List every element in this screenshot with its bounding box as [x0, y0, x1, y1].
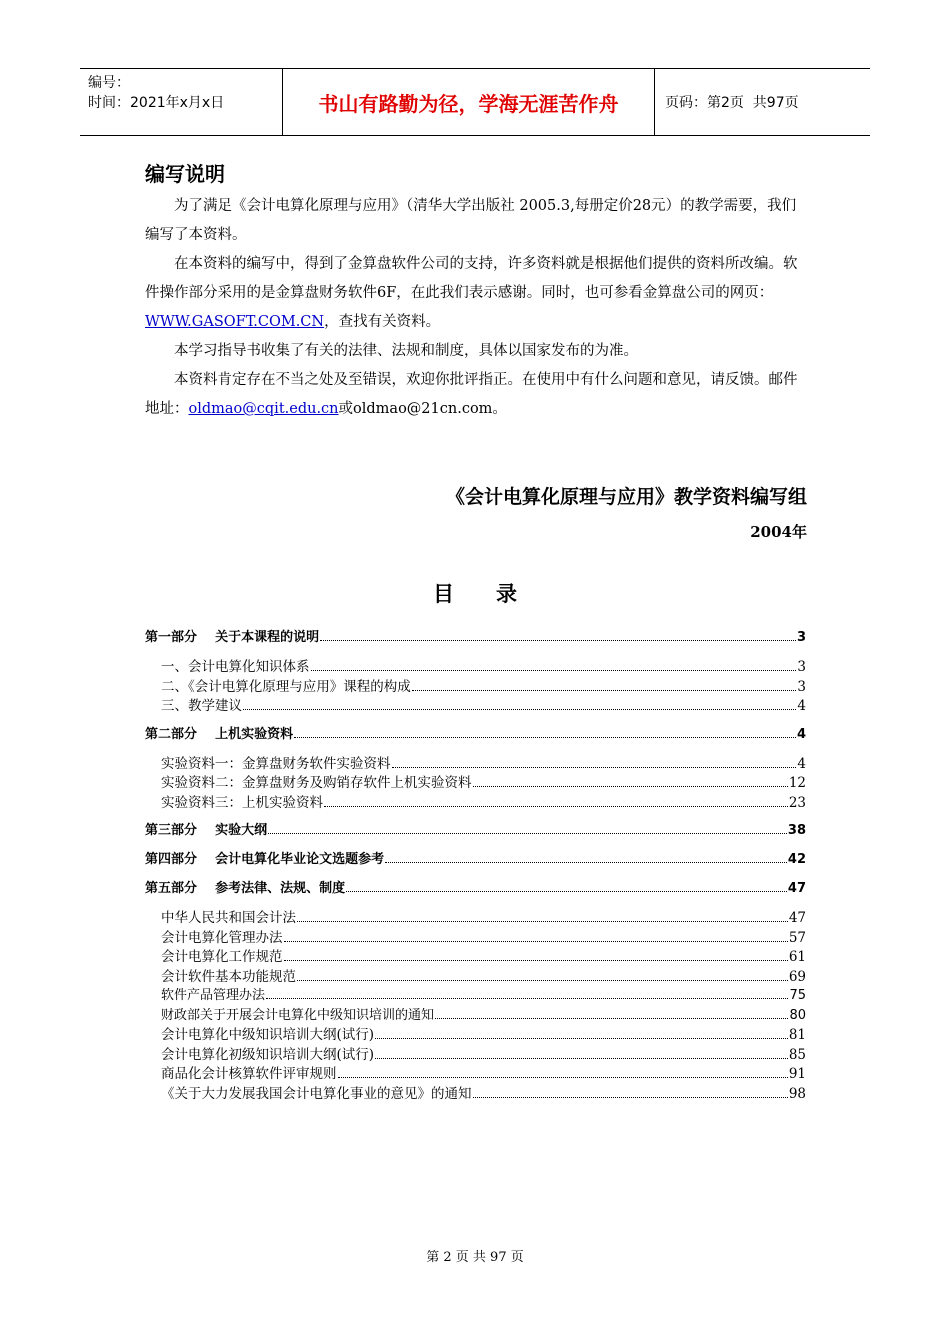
toc-leader [294, 736, 796, 738]
toc-leader [338, 1076, 788, 1078]
gasoft-link[interactable]: WWW.GASOFT.COM.CN [145, 314, 325, 330]
header-motto-cell [282, 69, 655, 135]
page-header [80, 68, 870, 136]
toc-page: 4 [796, 726, 806, 742]
toc-leader [324, 805, 788, 807]
toc-entry[interactable] [145, 771, 806, 791]
toc-page: 85 [788, 1046, 806, 1063]
toc-entry[interactable] [145, 906, 806, 926]
number-label: 编号： [88, 75, 130, 91]
toc-label: 第五部分 参考法律、法规、制度 [145, 881, 346, 896]
toc-leader [412, 689, 797, 691]
toc-entry[interactable] [145, 1082, 806, 1102]
toc-page: 3 [797, 659, 806, 675]
table-of-contents [145, 626, 806, 1101]
toc-page: 81 [788, 1027, 806, 1043]
p4-text-after: 或oldmao@21cn.com。 [338, 401, 507, 417]
toc-leader [375, 1037, 788, 1039]
toc-part-2[interactable] [145, 723, 806, 743]
toc-label: 二、《会计电算化原理与应用》课程的构成 [161, 678, 411, 695]
toc-part-5[interactable] [145, 877, 806, 897]
header-meta [80, 69, 282, 135]
toc-entry[interactable] [145, 1023, 806, 1043]
toc-leader [473, 785, 788, 787]
toc-leader [268, 832, 787, 834]
toc-leader [266, 997, 788, 999]
toc-entry[interactable] [145, 675, 806, 695]
toc-leader [243, 708, 796, 710]
toc-label: 中华人民共和国会计法 [161, 910, 296, 926]
toc-label: 会计电算化工作规范 [161, 949, 283, 965]
toc-page: 47 [788, 910, 806, 926]
toc-label: 商品化会计核算软件评审规则 [161, 1066, 337, 1082]
toc-leader [385, 861, 787, 863]
toc-label: 实验资料三：上机实验资料 [161, 794, 323, 811]
toc-leader [346, 890, 787, 892]
toc-entry[interactable] [145, 752, 806, 772]
p4-text-before: 本资料肯定存在不当之处及至错误，欢迎你批评指正。在使用中有什么问题和意见，请反馈。邮件地址： [145, 372, 798, 417]
toc-entry[interactable] [145, 1004, 806, 1024]
motto-text: 书山有路勤为径，学海无涯苦作舟 [318, 91, 619, 116]
toc-leader [392, 766, 797, 768]
intro-body [145, 192, 807, 424]
toc-leader [435, 1017, 788, 1019]
toc-part-3[interactable] [145, 819, 806, 839]
toc-page: 80 [789, 1007, 806, 1023]
page-info-text: 页码：第2页 共97页 [665, 95, 799, 111]
toc-page: 98 [788, 1085, 806, 1102]
email-link[interactable]: oldmao@cqit.edu.cn [188, 401, 339, 417]
toc-label: 《关于大力发展我国会计电算化事业的意见》的通知 [161, 1085, 472, 1102]
toc-leader [311, 669, 797, 671]
intro-paragraph-4 [145, 366, 807, 424]
footer-page-number: 第 2 页 共 97 页 [426, 1250, 524, 1265]
toc-label: 第三部分 实验大纲 [145, 823, 268, 838]
toc-leader [320, 639, 796, 641]
toc-page: 75 [789, 988, 806, 1003]
toc-leader [473, 1096, 788, 1098]
toc-entry[interactable] [145, 926, 806, 946]
toc-leader [284, 940, 788, 942]
toc-label: 实验资料二：金算盘财务及购销存软件上机实验资料 [161, 775, 472, 791]
toc-entry[interactable] [145, 965, 806, 985]
toc-leader [284, 959, 788, 961]
signature-block [446, 482, 807, 542]
toc-leader [297, 920, 788, 922]
p2-text-before: 在本资料的编写中，得到了金算盘软件公司的支持，许多资料就是根据他们提供的资料所改编。软件操作部分采用的是金算盘财务软件6F，在此我们表示感谢。同时，也可参看金算盘公司的网页： [145, 256, 798, 301]
intro-paragraph-1: 为了满足《会计电算化原理与应用》（清华大学出版社 2005.3,每册定价28元）的教学需要，我们编写了本资料。 [145, 198, 797, 243]
toc-leader [297, 979, 788, 981]
toc-page: 3 [797, 678, 806, 695]
toc-page: 3 [796, 630, 806, 645]
toc-entry[interactable] [145, 791, 806, 811]
toc-label: 会计电算化管理办法 [161, 929, 283, 946]
time-label: 时间：2021年x月x日 [88, 95, 225, 111]
toc-label: 实验资料一：金算盘财务软件实验资料 [161, 755, 391, 772]
header-page-info [655, 69, 870, 135]
toc-entry[interactable] [145, 984, 806, 1004]
intro-title: 编写说明 [145, 162, 225, 186]
toc-part-1[interactable] [145, 626, 806, 646]
toc-page: 4 [797, 755, 806, 772]
toc-label: 第一部分 关于本课程的说明 [145, 630, 320, 645]
toc-entry[interactable] [145, 694, 806, 714]
toc-page: 23 [788, 794, 806, 811]
toc-label: 一、会计电算化知识体系 [161, 659, 310, 675]
signature-year: 2004年 [750, 523, 807, 541]
intro-paragraph-3: 本学习指导书收集了有关的法律、法规和制度，具体以国家发布的为准。 [174, 343, 638, 359]
toc-label: 三、教学建议 [161, 698, 242, 714]
toc-label: 第四部分 会计电算化毕业论文选题参考 [145, 852, 385, 867]
toc-label: 第二部分 上机实验资料 [145, 726, 294, 742]
toc-page: 38 [787, 823, 806, 838]
toc-entry[interactable] [145, 1043, 806, 1063]
toc-entry[interactable] [145, 1062, 806, 1082]
toc-page: 61 [788, 949, 806, 965]
toc-label: 软件产品管理办法 [161, 988, 266, 1003]
toc-page: 42 [787, 852, 806, 867]
toc-label: 会计电算化初级知识培训大纲(试行) [161, 1046, 375, 1063]
toc-label: 会计电算化中级知识培训大纲(试行) [161, 1027, 375, 1043]
toc-label: 财政部关于开展会计电算化中级知识培训的通知 [161, 1007, 435, 1023]
toc-leader [375, 1057, 788, 1059]
toc-page: 57 [788, 929, 806, 946]
toc-title: 目录 [433, 582, 559, 606]
toc-page: 91 [788, 1066, 806, 1082]
intro-paragraph-2 [145, 250, 807, 337]
toc-page: 47 [787, 881, 806, 896]
toc-part-4[interactable] [145, 848, 806, 868]
page-footer [0, 1246, 950, 1265]
toc-label: 会计软件基本功能规范 [161, 968, 296, 985]
toc-page: 4 [797, 698, 806, 714]
toc-entry[interactable] [145, 655, 806, 675]
toc-page: 69 [788, 968, 806, 985]
toc-page: 12 [788, 775, 806, 791]
signature-text: 《会计电算化原理与应用》教学资料编写组 [445, 486, 807, 508]
p2-text-after: ，查找有关资料。 [324, 314, 441, 330]
toc-entry[interactable] [145, 945, 806, 965]
